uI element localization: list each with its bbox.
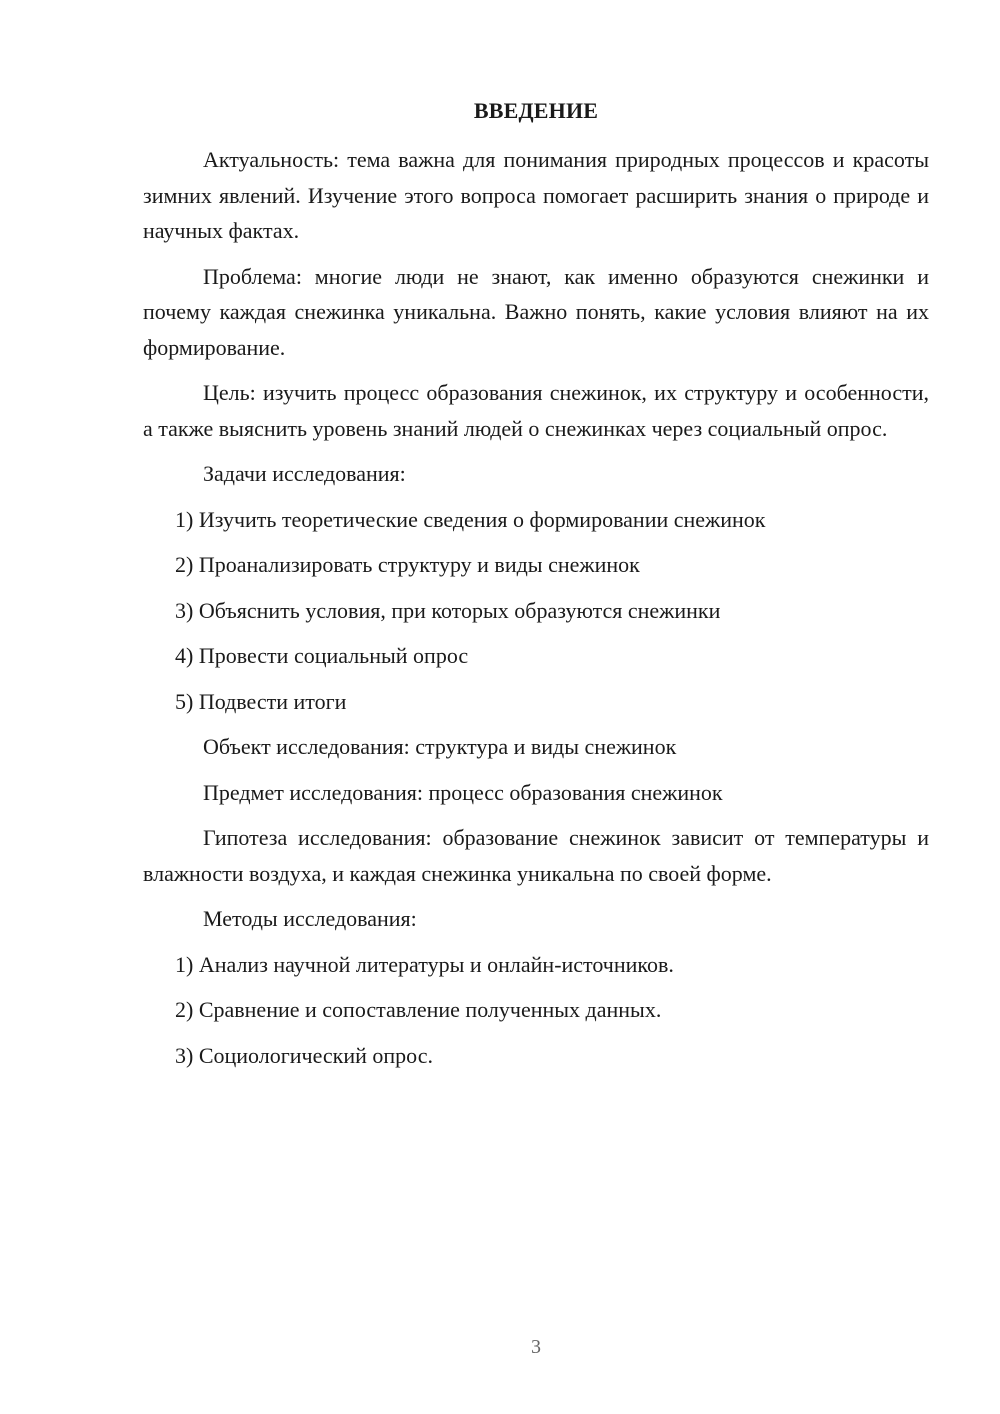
list-item: 5) Подвести итоги: [175, 688, 347, 714]
object-paragraph: Объект исследования: структура и виды снежинок: [203, 734, 677, 759]
tasks-heading: Задачи исследования:: [203, 461, 406, 486]
problem-paragraph: Проблема: многие люди не знают, как именно образуются снежинки и почему каждая снежинка уникальна. Важно понять, какие условия влияют на их формирование.: [143, 263, 929, 360]
page-title: ВВЕДЕНИЕ: [473, 98, 599, 123]
page-number: 3: [531, 1336, 541, 1358]
list-item: 2) Проанализировать структуру и виды снежинок: [175, 552, 640, 577]
list-item: 1) Изучить теоретические сведения о формировании снежинок: [175, 506, 766, 532]
list-item: 3) Социологический опрос.: [175, 1042, 433, 1068]
list-item: 2) Сравнение и сопоставление полученных данных.: [175, 997, 662, 1022]
subject-paragraph: Предмет исследования: процесс образования снежинок: [203, 779, 723, 805]
list-item: 1) Анализ научной литературы и онлайн-источников.: [175, 951, 674, 977]
relevance-paragraph: Актуальность: тема важна для понимания природных процессов и красоты зимних явлений. Изучение этого вопроса помогает расширить знания о природе и научных фактах.: [143, 147, 929, 243]
list-item: 4) Провести социальный опрос: [175, 643, 469, 668]
tasks-list: [143, 502, 929, 720]
document-body: [143, 142, 929, 1083]
list-item: 3) Объяснить условия, при которых образуются снежинки: [175, 597, 721, 623]
hypothesis-paragraph: Гипотеза исследования: образование снежинок зависит от температуры и влажности воздуха, и каждая снежинка уникальна по своей форме.: [143, 825, 929, 886]
methods-heading: Методы исследования:: [203, 906, 417, 931]
goal-paragraph: Цель: изучить процесс образования снежинок, их структуру и особенности, а также выяснить уровень знаний людей о снежинках через социальный опрос.: [143, 380, 929, 441]
methods-list: [143, 947, 929, 1074]
